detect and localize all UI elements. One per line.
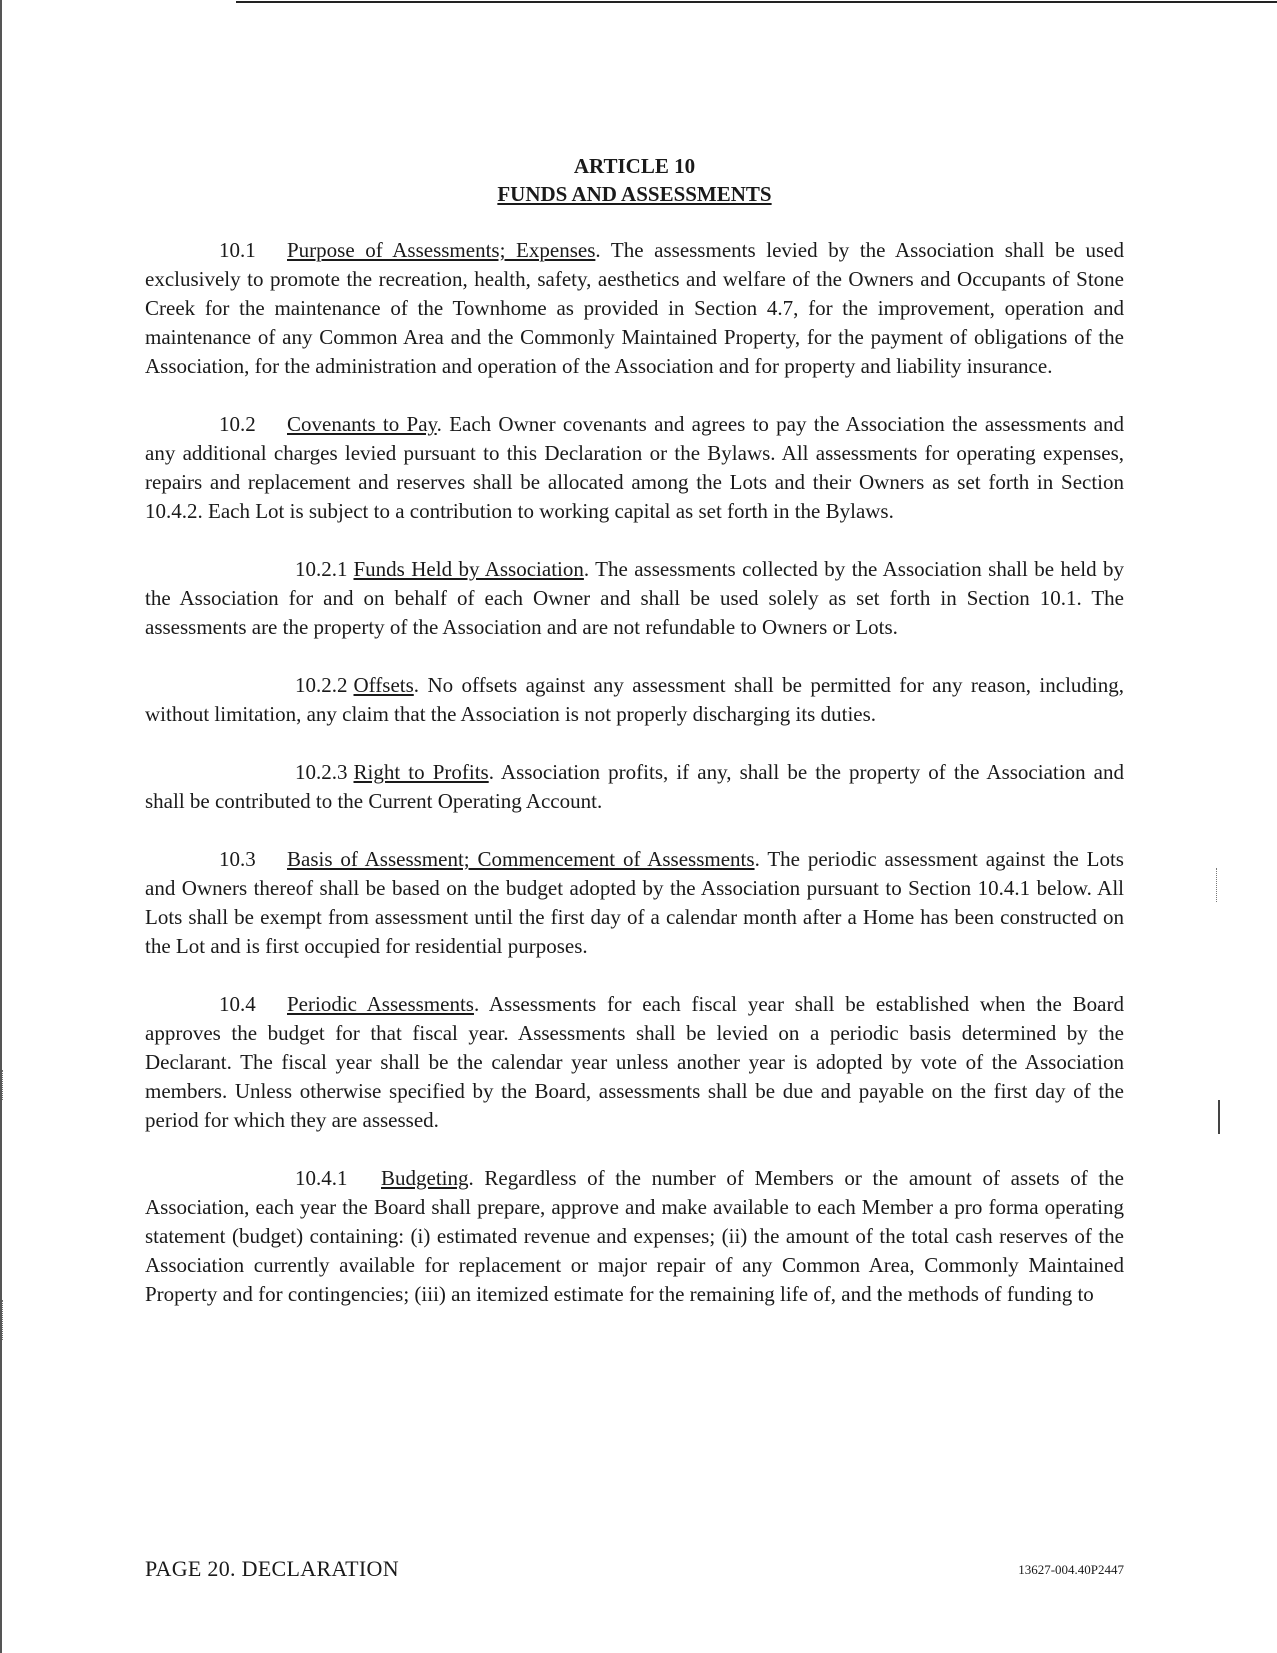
section-10-2-2 <box>145 671 1124 729</box>
scan-artifact <box>2 1300 4 1340</box>
section-body: . No offsets against any assessment shall be permitted for any reason, including, without limitation, any claim that the Association is not properly discharging its duties. <box>145 673 1124 726</box>
section-body: . Assessments for each fiscal year shall be established when the Board approves the budget for that fiscal year. Assessments shall be levied on a periodic basis determined by the Declarant. The fiscal year shall be the calendar year unless another year is adopted by vote of the Association members. Unless otherwise specified by the Board, assessments shall be due and payable on the first day of the period for which they are assessed. <box>145 992 1124 1132</box>
section-10-4 <box>145 990 1124 1135</box>
section-10-2-3 <box>145 758 1124 816</box>
section-title: Periodic Assessments <box>287 992 474 1016</box>
page-footer-label: PAGE 20. DECLARATION <box>145 1556 399 1581</box>
section-number: 10.2.2 <box>295 673 348 697</box>
section-number: 10.1 <box>219 238 256 262</box>
scan-top-border <box>236 1 1277 3</box>
section-body: . The assessments levied by the Association shall be used exclusively to promote the recreation, health, safety, aesthetics and welfare of the Owners and Occupants of Stone Creek for the maintenance of the Townhome as provided in Section 4.7, for the improvement, operation and maintenance of any Common Area and the Commonly Maintained Property, for the payment of obligations of the Association, for the administration and operation of the Association and for property and liability insurance. <box>145 238 1124 378</box>
section-title: Funds Held by Association <box>353 557 584 581</box>
section-number: 10.2 <box>219 412 256 436</box>
section-body: . Association profits, if any, shall be the property of the Association and shall be contributed to the Current Operating Account. <box>145 760 1124 813</box>
section-title: Right to Profits <box>353 760 489 784</box>
scan-artifact <box>1218 1100 1221 1134</box>
section-body: . Regardless of the number of Members or the amount of assets of the Association, each year the Board shall prepare, approve and make available to each Member a pro forma operating statement (budget) containing: (i) estimated revenue and expenses; (ii) the amount of the total cash reserves of the Association currently available for replacement or major repair of any Common Area, Commonly Maintained Property and for contingencies; (iii) an itemized estimate for the remaining life of, and the methods of funding to <box>145 1166 1124 1306</box>
section-title: Basis of Assessment; Commencement of Assessments <box>287 847 755 871</box>
scan-artifact <box>1216 868 1218 902</box>
section-number: 10.4.1 <box>295 1166 348 1190</box>
section-number: 10.4 <box>219 992 256 1016</box>
section-number: 10.3 <box>219 847 256 871</box>
document-code: 13627-004.40P2447 <box>1018 1562 1124 1577</box>
section-body: . Each Owner covenants and agrees to pay the Association the assessments and any additional charges levied pursuant to this Declaration or the Bylaws. All assessments for operating expenses, repairs and replacement and reserves shall be allocated among the Lots and their Owners as set forth in Section 10.4.2. Each Lot is subject to a contribution to working capital as set forth in the Bylaws. <box>145 412 1124 523</box>
section-10-4-1 <box>145 1164 1124 1309</box>
article-number: ARTICLE 10 <box>573 154 696 178</box>
section-10-3 <box>145 845 1124 961</box>
section-number: 10.2.1 <box>295 557 348 581</box>
article-heading <box>145 152 1124 208</box>
section-title: Budgeting <box>381 1166 469 1190</box>
section-body: . The assessments collected by the Association shall be held by the Association for and on behalf of each Owner and shall be used solely as set forth in Section 10.1. The assessments are the property of the Association and are not refundable to Owners or Lots. <box>145 557 1125 639</box>
section-10-1 <box>145 236 1124 381</box>
section-title: Purpose of Assessments; Expenses <box>287 238 596 262</box>
scan-left-border <box>0 0 2 1653</box>
document-page <box>145 152 1124 1309</box>
section-10-2 <box>145 410 1124 526</box>
section-body: . The periodic assessment against the Lots and Owners thereof shall be based on the budget adopted by the Association pursuant to Section 10.4.1 below. All Lots shall be exempt from assessment until the first day of a calendar month after a Home has been constructed on the Lot and is first occupied for residential purposes. <box>145 847 1124 958</box>
scan-artifact <box>2 1070 4 1100</box>
section-number: 10.2.3 <box>295 760 348 784</box>
section-title: Offsets <box>353 673 414 697</box>
section-title: Covenants to Pay <box>287 412 437 436</box>
article-title: FUNDS AND ASSESSMENTS <box>497 182 772 206</box>
section-10-2-1 <box>145 555 1124 642</box>
